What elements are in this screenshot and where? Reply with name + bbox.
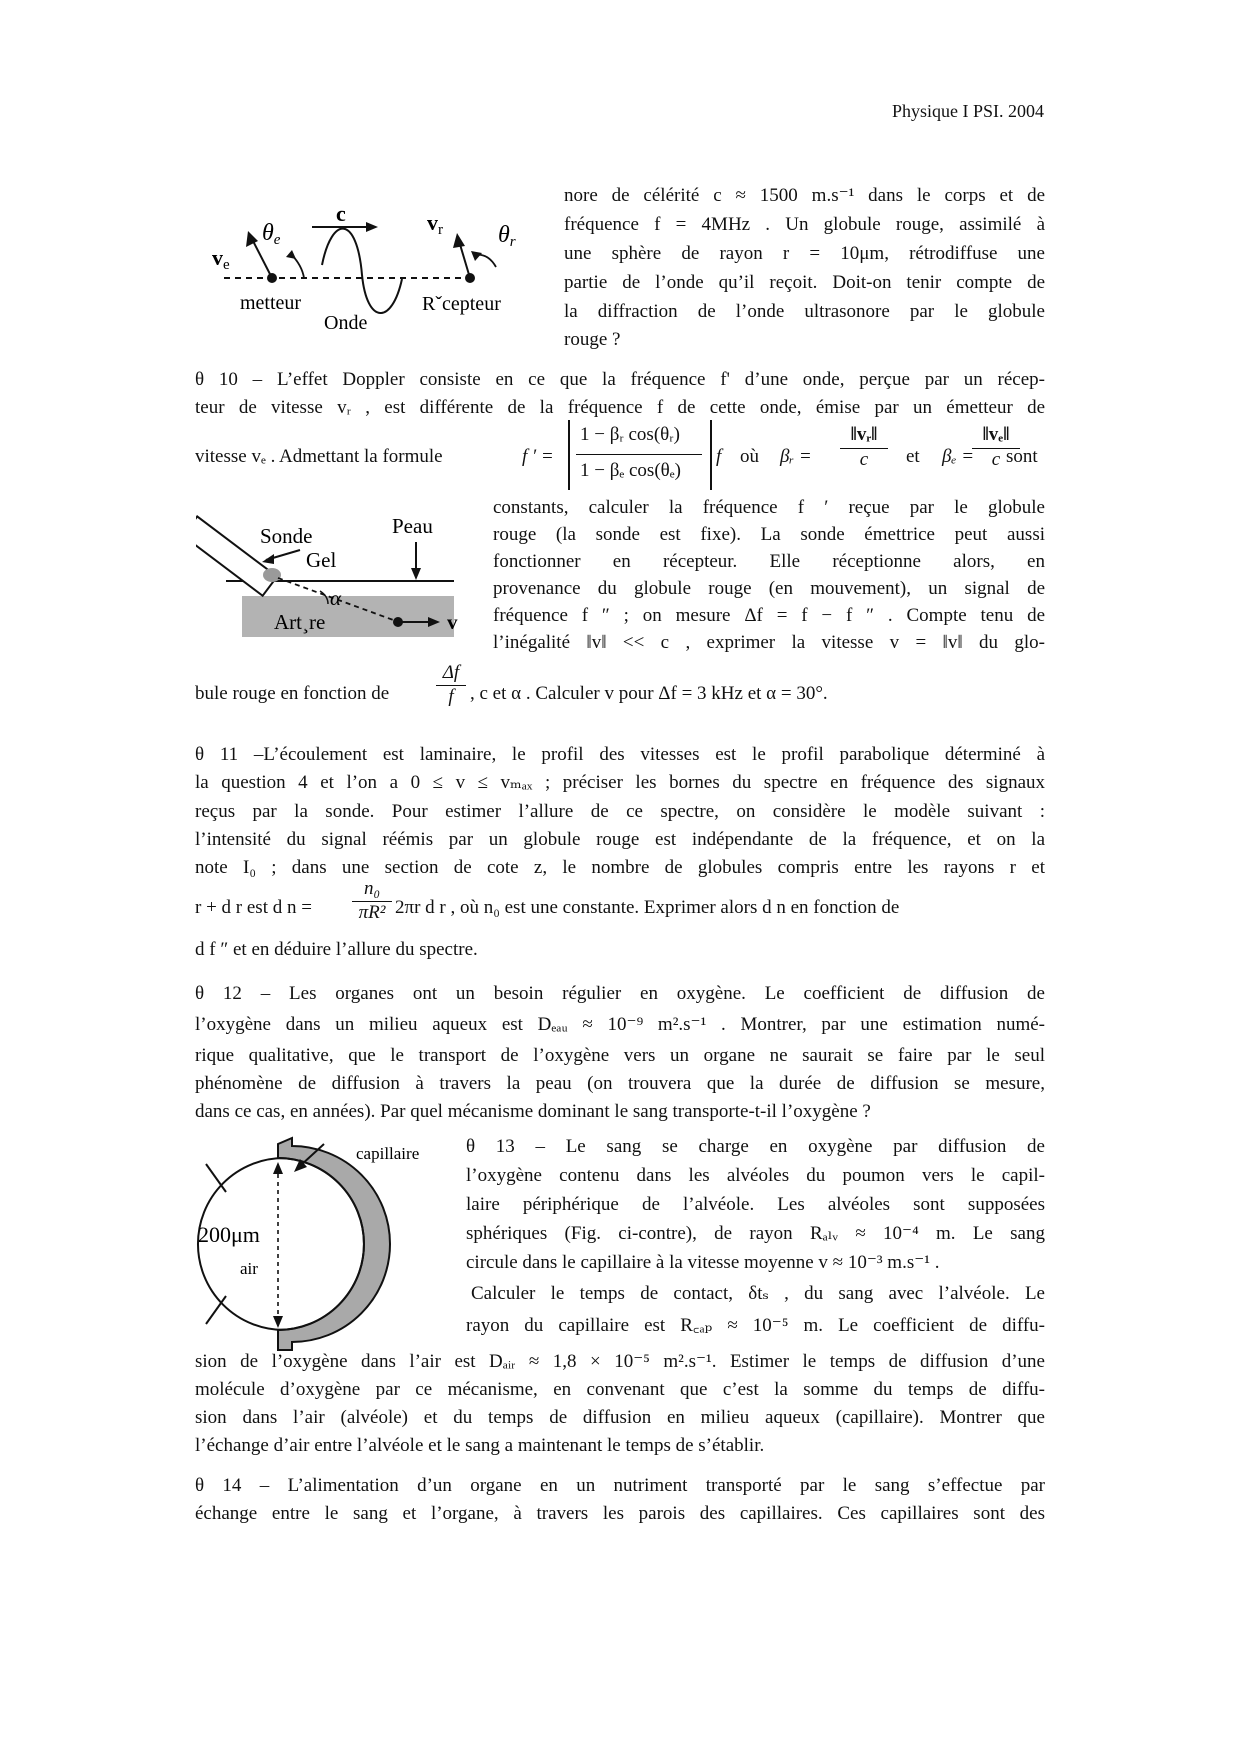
fraction-denominator: f [448, 686, 454, 707]
fraction-numerator: Δf [442, 662, 460, 683]
q12-line: phénomène de diffusion à travers la peau (on trouvera que la durée de diffusion se mesure, [195, 1073, 1045, 1094]
q13-line: θ 13 – Le sang se charge en oxygène par diffusion de [466, 1136, 1045, 1157]
q10-line: l’inégalité ‖v‖ << c , exprimer la vitesse v = ‖v‖ du glo- [493, 632, 1045, 653]
q12-line: rique qualitative, que le transport de l’oxygène vers un organe ne saurait se faire par le seul [195, 1045, 1045, 1066]
q9-line: fréquence f = 4MHz . Un globule rouge, assimilé à [564, 214, 1045, 235]
c-label: c [336, 201, 346, 226]
q9-line: nore de célérité c ≈ 1500 m.s⁻¹ dans le corps et de [564, 185, 1045, 206]
skin-label: Peau [392, 514, 433, 538]
sont-text: sont [1006, 446, 1038, 467]
q11-line: 2πr d r , où n₀ est une constante. Exprimer alors d n en fonction de [395, 897, 900, 918]
formula-denominator: 1 − βₑ cos(θₑ) [580, 460, 681, 481]
page-header: Physique I PSI. 2004 [891, 101, 1044, 121]
q13-line: molécule d’oxygène par ce mécanisme, en convenant que c’est la somme du temps de diffu- [195, 1379, 1045, 1400]
q11-line: reçus par la sonde. Pour estimer l’allure de ce spectre, on considère le modèle suivant : [195, 801, 1045, 822]
q10-line: fréquence f ″ ; on mesure Δf = f − f ″ . Compte tenu de [493, 605, 1045, 626]
q14-line: θ 14 – L’alimentation d’un organe en un nutriment transporté par le sang s’effectue par [195, 1475, 1045, 1496]
q13-line: l’oxygène contenu dans les alvéoles du poumon vers le capil- [466, 1165, 1045, 1186]
ve-norm: ‖vₑ‖ [982, 424, 1010, 445]
beta-r-fraction [840, 424, 888, 471]
q10-line: vitesse vₑ . Admettant la formule [195, 446, 443, 467]
emitter-label: metteur [240, 292, 302, 314]
q14-line: échange entre le sang et l’organe, à travers les parois des capillaires. Ces capillaires sont des [195, 1503, 1045, 1524]
q13-line: l’échange d’air entre l’alvéole et le sang a maintenant le temps de s’établir. [195, 1435, 765, 1456]
fraction-denominator: πR² [358, 902, 386, 923]
q13-line: Calculer le temps de contact, δtₛ , du sang avec l’alvéole. Le [471, 1283, 1045, 1304]
gel-label: Gel [306, 548, 337, 572]
q9-line: une sphère de rayon r = 10μm, rétrodiffuse une [564, 243, 1045, 264]
dn-fraction [352, 878, 392, 924]
fraction-numerator: n₀ [363, 878, 381, 899]
capillary-label: capillaire [356, 1144, 420, 1163]
ve-label: ve [212, 245, 230, 273]
c-denominator: c [859, 449, 869, 470]
q11-line: r + d r est d n = [195, 897, 312, 918]
alpha-label: α [330, 586, 342, 610]
formula-lhs: f ′ = [522, 446, 554, 467]
probe-label: Sonde [260, 524, 313, 548]
et-text: et [906, 446, 920, 467]
vr-norm: ‖vᵣ‖ [850, 424, 878, 445]
q9-line: partie de l’onde qu’il reçoit. Doit-on tenir compte de [564, 272, 1045, 293]
q10-line: θ 10 – L’effet Doppler consiste en ce que la fréquence f' d’une onde, perçue par un récep- [195, 369, 1045, 390]
beta-r: βᵣ = [780, 446, 812, 467]
velocity-label: v [447, 610, 458, 634]
receiver-label: Rˇcepteur [422, 293, 501, 315]
q13-line: sion de l’oxygène dans l’air est Dₐᵢᵣ ≈ 1,8 × 10⁻⁵ m².s⁻¹. Estimer le temps de diffusion d’une [195, 1351, 1045, 1372]
q12-line: dans ce cas, en années). Par quel mécanisme dominant le sang transporte-t-il l’oxygène ? [195, 1101, 871, 1122]
theta-r-label: θr [498, 222, 516, 250]
q13-line: circule dans le capillaire à la vitesse moyenne v ≈ 10⁻³ m.s⁻¹ . [466, 1252, 940, 1273]
gel-shape [263, 568, 281, 582]
c-denominator: c [991, 449, 1001, 470]
q10-line: teur de vitesse vᵣ , est différente de la fréquence f de cette onde, émise par un émetteur de [195, 397, 1045, 418]
size-label: 200μm [198, 1222, 260, 1247]
capillary-band [278, 1138, 390, 1350]
q9-line: rouge ? [564, 329, 621, 350]
q9-line: la diffraction de l’onde ultrasonore par le globule [564, 301, 1045, 322]
blood-cell-dot [393, 617, 403, 627]
q13-line: rayon du capillaire est R꜀ₐₚ ≈ 10⁻⁵ m. Le coefficient de diffu- [466, 1315, 1045, 1336]
q10-line: provenance du globule rouge (en mouvement), un signal de [493, 578, 1045, 599]
doppler-probe-figure [196, 512, 478, 648]
q10-line: constants, calculer la fréquence f ′ reçue par le globule [493, 497, 1045, 518]
delta-f-fraction [436, 662, 466, 708]
q10-line: fonctionner en récepteur. Elle réceptionne alors, en [493, 551, 1045, 572]
q10-line: rouge (la sonde est fixe). La sonde émettrice peut aussi [493, 524, 1045, 545]
air-label: air [240, 1259, 258, 1278]
wave-label: Onde [324, 312, 368, 334]
doppler-formula [568, 420, 712, 490]
artery-label: Art¸re [274, 610, 326, 634]
q11-line: d f ″ et en déduire l’allure du spectre. [195, 939, 478, 960]
q12-line: l’oxygène dans un milieu aqueux est Dₑₐᵤ ≈ 10⁻⁹ m².s⁻¹ . Montrer, par une estimation numé- [195, 1014, 1045, 1035]
formula-numerator: 1 − βᵣ cos(θᵣ) [580, 424, 680, 445]
q10-line: , c et α . Calculer v pour Δf = 3 kHz et α = 30°. [470, 683, 828, 704]
q11-line: l’intensité du signal réémis par un globule rouge est indépendante de la fréquence, et on la [195, 829, 1045, 850]
q11-line: la question 4 et l’on a 0 ≤ v ≤ vₘₐₓ ; préciser les bornes du spectre en fréquence des signaux [195, 772, 1045, 793]
ou-text: où [740, 446, 759, 467]
q13-line: sphériques (Fig. ci-contre), de rayon Rₐₗᵥ ≈ 10⁻⁴ m. Le sang [466, 1223, 1045, 1244]
q11-line: θ 11 –L’écoulement est laminaire, le profil des vitesses est le profil parabolique déterminé à [195, 744, 1045, 765]
formula-f: f [716, 446, 722, 467]
beta-e: βₑ = [942, 446, 975, 467]
vr-label: vr [427, 210, 443, 238]
q11-line: note I₀ ; dans une section de cote z, le nombre de globules compris entre les rayons r et [195, 857, 1045, 878]
q13-line: laire périphérique de l’alvéole. Les alvéoles sont supposées [466, 1194, 1045, 1215]
doppler-figure [212, 195, 542, 345]
theta-e-label: θe [262, 220, 281, 248]
q13-line: sion dans l’air (alvéole) et du temps de diffusion en milieu aqueux (capillaire). Montrer que [195, 1407, 1045, 1428]
q12-line: θ 12 – Les organes ont un besoin régulier en oxygène. Le coefficient de diffusion de [195, 983, 1045, 1004]
alveole-figure [196, 1134, 446, 1356]
q10-line: bule rouge en fonction de [195, 683, 390, 704]
